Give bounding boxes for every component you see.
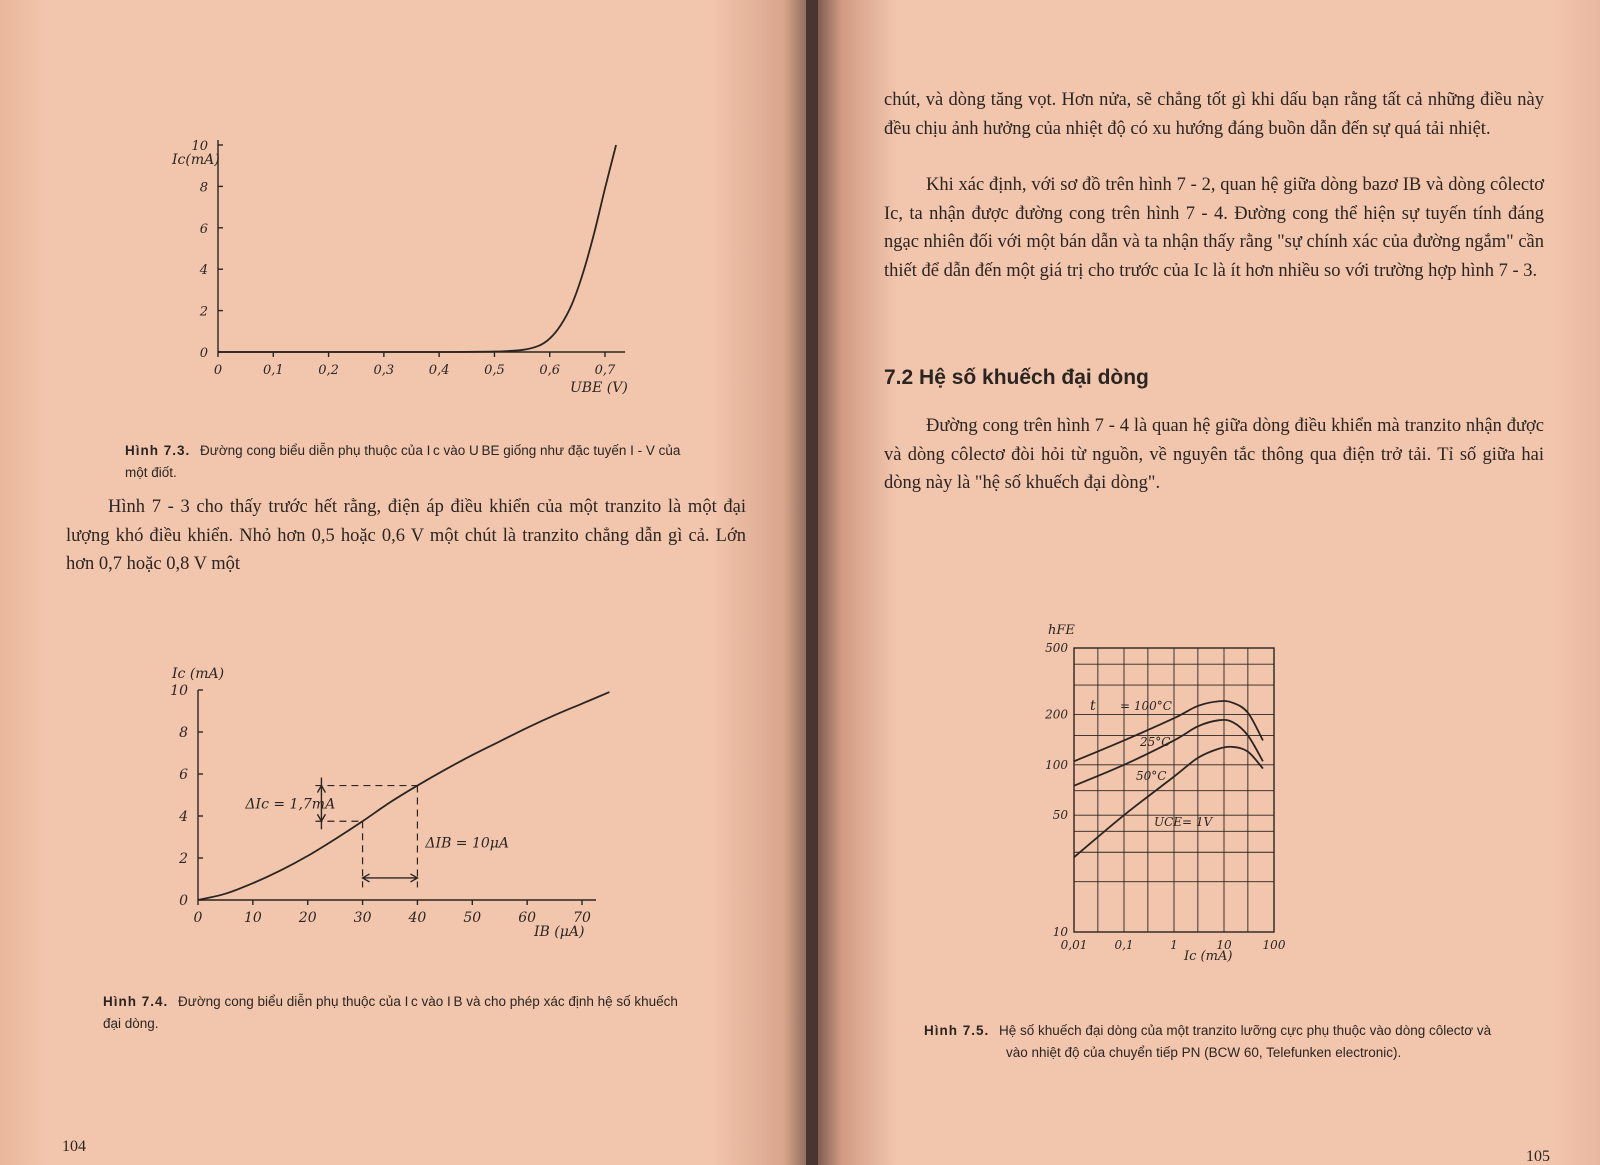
fig73-y-tick-label: 8	[199, 180, 208, 196]
fig74-delta-ic-label: ΔIc = 1,7mA	[245, 796, 336, 813]
fig73-y-tick-label: 10	[191, 139, 208, 154]
fig75-x-tick-label: 0,1	[1114, 938, 1134, 952]
fig75-curve-2	[1074, 747, 1263, 858]
fig73-y-tick-label: 6	[199, 221, 208, 237]
fig74-y-tick-label: 8	[179, 725, 188, 741]
fig75-x-tick-label: 10	[1216, 938, 1232, 952]
fig75-legend-25c: 25°C	[1140, 735, 1171, 749]
right-paragraph-2: Khi xác định, với sơ đồ trên hình 7 - 2, quan hệ giữa dòng bazơ IB và dòng côlectơ Ic, ta nhận được đường cong trên hình 7 - 4. Đường cong thể hiện sự tuyến tính đáng ngạc nhiên đối với một bán dẫn và ta nhận thấy rằng "sự chính xác của đường ngắm" cần thiết để dẫn đến một giá trị cho trước của Ic là ít hơn nhiều so với trường hợp hình 7 - 3.	[884, 175, 1544, 281]
fig73-y-tick-label: 0	[199, 346, 208, 361]
fig73-caption-label: Hình 7.3.	[125, 443, 191, 458]
fig73-x-tick-label: 0,4	[428, 363, 450, 378]
fig74-y-tick-label: 10	[170, 683, 188, 699]
fig75-caption-text: Hệ số khuếch đại dòng của một tranzito lưỡng cực phụ thuộc vào dòng côlectơ và vào nhiệt độ của chuyển tiếp PN (BCW 60, Telefunken electronic).	[999, 1023, 1492, 1060]
fig74-xlabel: IB (μA)	[534, 924, 585, 940]
left-paragraph-1: Hình 7 - 3 cho thấy trước hết rằng, điện áp điều khiển của một tranzito là một đại lượng khó điều khiển. Nhỏ hơn 0,5 hoặc 0,6 V một chút là tranzito chẳng dẫn gì cả. Lớn hơn 0,7 hoặc 0,8 V một	[66, 497, 746, 574]
fig73-y-tick-label: 4	[199, 263, 208, 279]
fig73-x-tick-label: 0,6	[539, 363, 561, 378]
fig74-x-tick-label: 10	[243, 910, 262, 926]
fig75-y-tick-label: 10	[1052, 925, 1068, 939]
fig74-x-tick-label: 40	[408, 910, 427, 926]
fig73-x-tick-label: 0,7	[594, 363, 616, 378]
fig75-legend-t: t	[1090, 698, 1096, 714]
fig74-y-tick-label: 6	[179, 767, 188, 783]
fig74-caption-label: Hình 7.4.	[103, 994, 169, 1009]
figure-7-3-chart	[150, 130, 670, 410]
fig74-caption	[103, 991, 683, 1035]
fig74-x-tick-label: 0	[193, 910, 203, 926]
fig74-x-tick-label: 30	[353, 910, 372, 926]
fig74-y-tick-label: 0	[179, 893, 188, 909]
fig75-y-tick-label: 100	[1045, 757, 1068, 772]
right-paragraph-1: chút, và dòng tăng vọt. Hơn nửa, sẽ chẳng tốt gì khi dấu bạn rằng tất cả những điều này đều chịu ảnh hưởng của nhiệt độ có xu hướng đáng buồn dẫn đến sự quá tải nhiệt.	[884, 90, 1544, 139]
fig73-caption-text: Đường cong biểu diễn phụ thuộc của I c vào U BE giống như đặc tuyến I - V của một điốt.	[125, 443, 681, 480]
fig75-caption-label: Hình 7.5.	[924, 1023, 990, 1038]
fig74-delta-ib-label: ΔIB = 10μA	[425, 835, 510, 852]
left-page-number: 104	[62, 1138, 86, 1155]
fig73-x-tick-label: 0,3	[373, 363, 395, 378]
section-heading: 7.2 Hệ số khuếch đại dòng	[884, 366, 1149, 389]
fig75-caption	[924, 1020, 1504, 1064]
fig75-legend-50c: 50°C	[1136, 769, 1167, 783]
fig75-x-tick-label: 100	[1262, 938, 1286, 952]
fig74-x-tick-label: 60	[518, 910, 537, 926]
fig74-y-tick-label: 2	[179, 851, 188, 867]
fig75-legend-uce: UCE= 1V	[1154, 815, 1213, 829]
fig74-caption-text: Đường cong biểu diễn phụ thuộc của I c vào I B và cho phép xác định hệ số khuếch đại dòng.	[103, 994, 678, 1031]
fig73-caption	[125, 440, 695, 484]
fig73-xlabel: UBE (V)	[570, 380, 628, 396]
fig75-curve-1	[1074, 720, 1263, 786]
fig75-legend-100c: = 100°C	[1120, 699, 1172, 713]
fig74-x-tick-label: 20	[298, 910, 317, 926]
fig75-ylabel: hFE	[1048, 623, 1075, 638]
fig75-xlabel: Ic (mA)	[1184, 949, 1233, 964]
right-page-number: 105	[1526, 1148, 1550, 1165]
fig73-curve	[218, 145, 616, 352]
figure-7-4-chart	[150, 660, 650, 960]
fig75-x-tick-label: 0,01	[1060, 938, 1088, 952]
figure-7-5-chart	[1028, 620, 1328, 980]
fig75-y-tick-label: 200	[1045, 707, 1068, 722]
fig74-x-tick-label: 70	[573, 910, 591, 926]
fig74-ylabel: Ic (mA)	[172, 666, 225, 682]
fig73-x-tick-label: 0,2	[318, 363, 339, 378]
fig74-x-tick-label: 50	[463, 910, 482, 926]
fig73-ylabel: Ic(mA)	[172, 152, 220, 168]
fig75-y-tick-label: 50	[1052, 808, 1068, 823]
fig75-x-tick-label: 1	[1170, 938, 1178, 952]
right-page	[818, 0, 1600, 1165]
fig75-y-tick-label: 500	[1045, 641, 1068, 655]
fig73-x-tick-label: 0	[213, 363, 223, 378]
fig73-x-tick-label: 0,1	[262, 363, 284, 378]
fig73-y-tick-label: 2	[199, 304, 208, 320]
fig73-x-tick-label: 0,5	[484, 363, 505, 378]
right-paragraph-3: Đường cong trên hình 7 - 4 là quan hệ giữa dòng điều khiển mà tranzito nhận được và dòng côlectơ đòi hỏi từ nguồn, về nguyên tắc thông qua điện trở tải. Tỉ số giữa hai dòng này là "hệ số khuếch đại dòng".	[884, 416, 1544, 493]
fig74-y-tick-label: 4	[179, 809, 188, 825]
